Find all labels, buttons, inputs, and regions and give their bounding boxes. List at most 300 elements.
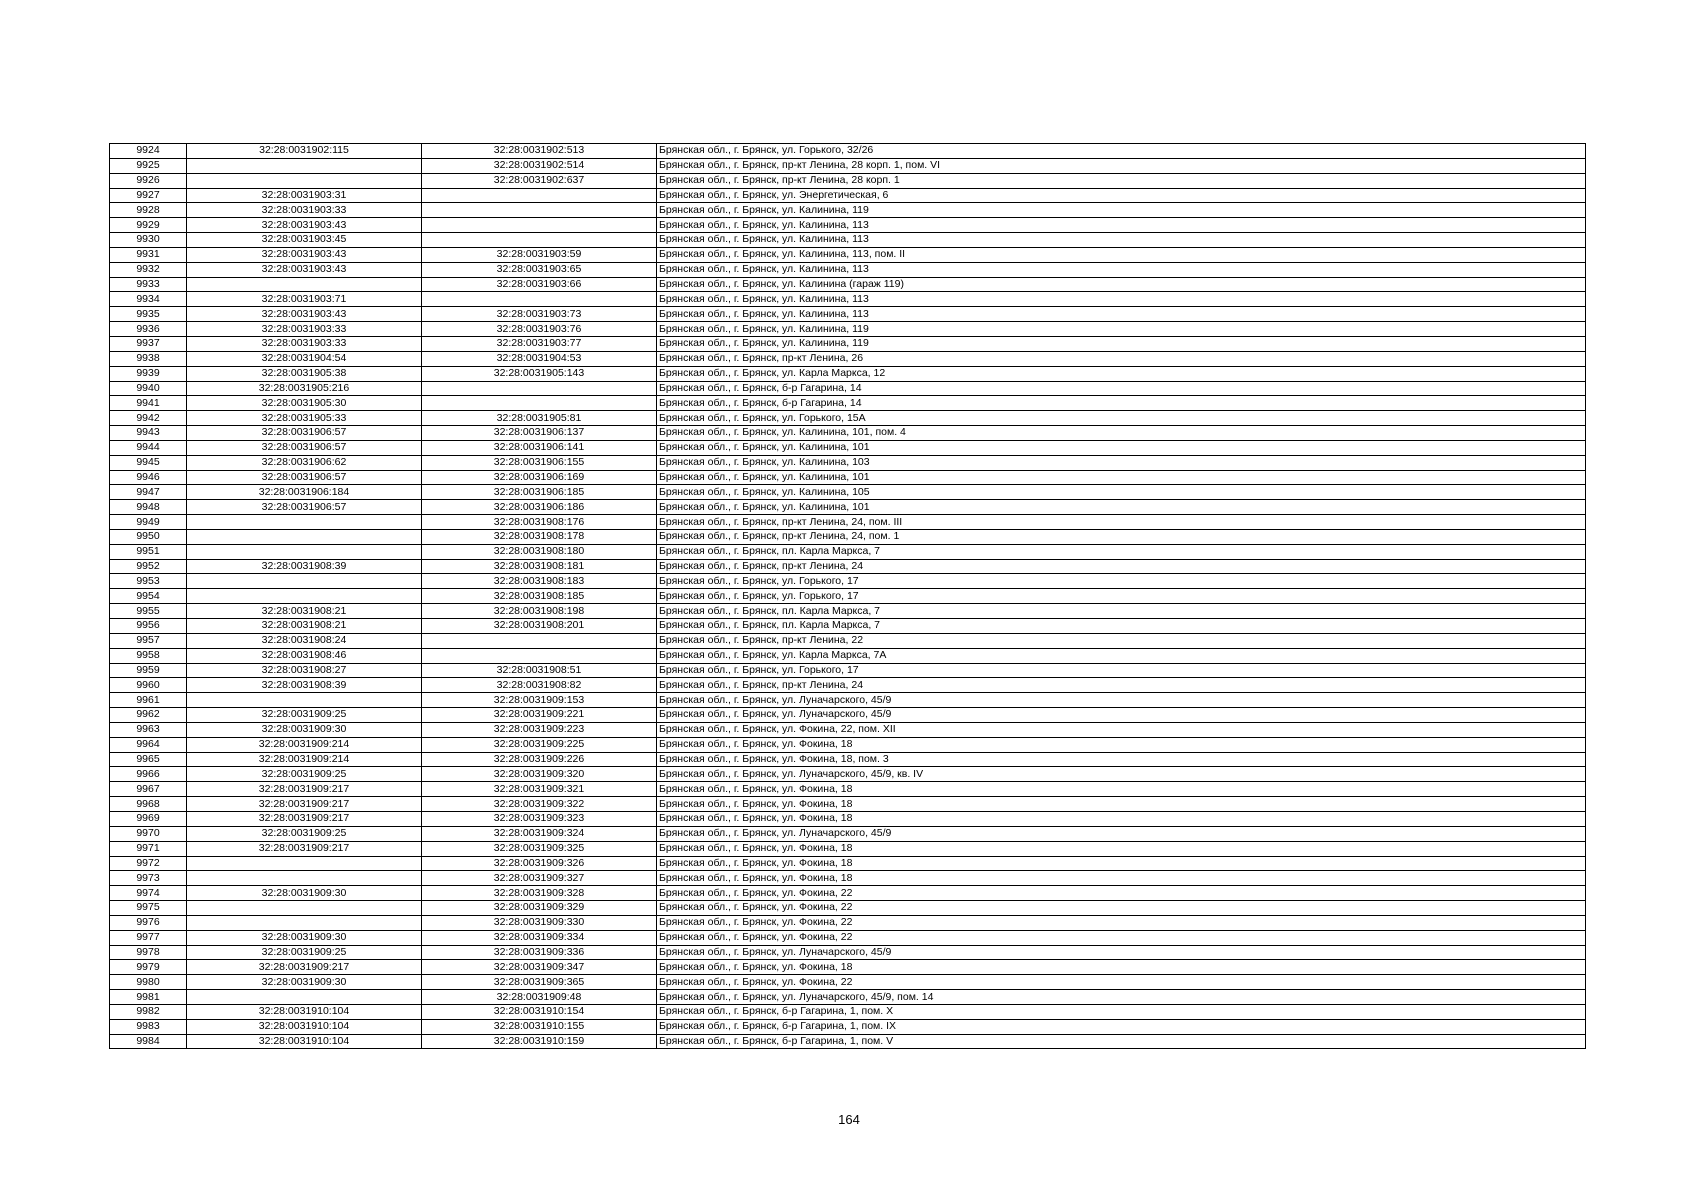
address-cell: Брянская обл., г. Брянск, ул. Фокина, 18 xyxy=(657,737,1586,752)
cadastral-number-cell: 32:28:0031909:330 xyxy=(422,915,657,930)
parent-cadastral-number-cell: 32:28:0031909:217 xyxy=(187,811,422,826)
address-cell: Брянская обл., г. Брянск, ул. Фокина, 22 xyxy=(657,915,1586,930)
parent-cadastral-number-cell: 32:28:0031903:43 xyxy=(187,247,422,262)
cadastral-number-cell: 32:28:0031903:77 xyxy=(422,336,657,351)
address-cell: Брянская обл., г. Брянск, ул. Калинина, 101 xyxy=(657,470,1586,485)
table-row xyxy=(110,485,1586,500)
row-number-cell: 9950 xyxy=(110,529,187,544)
address-cell: Брянская обл., г. Брянск, ул. Луначарского, 45/9 xyxy=(657,945,1586,960)
cadastral-number-cell xyxy=(422,292,657,307)
table-row xyxy=(110,752,1586,767)
row-number-cell: 9961 xyxy=(110,693,187,708)
table-row xyxy=(110,886,1586,901)
parent-cadastral-number-cell xyxy=(187,173,422,188)
row-number-cell: 9935 xyxy=(110,307,187,322)
table-row xyxy=(110,470,1586,485)
address-cell: Брянская обл., г. Брянск, ул. Горького, 17 xyxy=(657,589,1586,604)
parent-cadastral-number-cell xyxy=(187,990,422,1005)
row-number-cell: 9959 xyxy=(110,663,187,678)
row-number-cell: 9960 xyxy=(110,678,187,693)
table-row xyxy=(110,574,1586,589)
table-row xyxy=(110,515,1586,530)
row-number-cell: 9965 xyxy=(110,752,187,767)
row-number-cell: 9927 xyxy=(110,188,187,203)
address-cell: Брянская обл., г. Брянск, пр-кт Ленина, 22 xyxy=(657,633,1586,648)
parent-cadastral-number-cell: 32:28:0031909:217 xyxy=(187,782,422,797)
parent-cadastral-number-cell: 32:28:0031910:104 xyxy=(187,1004,422,1019)
table-row xyxy=(110,693,1586,708)
parent-cadastral-number-cell: 32:28:0031908:21 xyxy=(187,619,422,634)
parent-cadastral-number-cell: 32:28:0031905:38 xyxy=(187,366,422,381)
row-number-cell: 9947 xyxy=(110,485,187,500)
address-cell: Брянская обл., г. Брянск, ул. Энергетическая, 6 xyxy=(657,188,1586,203)
table-row xyxy=(110,811,1586,826)
address-cell: Брянская обл., г. Брянск, ул. Фокина, 22, пом. XII xyxy=(657,722,1586,737)
row-number-cell: 9975 xyxy=(110,901,187,916)
row-number-cell: 9972 xyxy=(110,856,187,871)
cadastral-number-cell: 32:28:0031909:326 xyxy=(422,856,657,871)
row-number-cell: 9936 xyxy=(110,322,187,337)
table-row xyxy=(110,559,1586,574)
row-number-cell: 9944 xyxy=(110,440,187,455)
address-cell: Брянская обл., г. Брянск, ул. Фокина, 18 xyxy=(657,811,1586,826)
address-cell: Брянская обл., г. Брянск, ул. Калинина (гараж 119) xyxy=(657,277,1586,292)
address-cell: Брянская обл., г. Брянск, ул. Калинина, 101 xyxy=(657,440,1586,455)
row-number-cell: 9974 xyxy=(110,886,187,901)
parent-cadastral-number-cell: 32:28:0031910:104 xyxy=(187,1019,422,1034)
parent-cadastral-number-cell: 32:28:0031903:71 xyxy=(187,292,422,307)
cadastral-number-cell: 32:28:0031909:321 xyxy=(422,782,657,797)
address-cell: Брянская обл., г. Брянск, ул. Калинина, 113 xyxy=(657,292,1586,307)
table-row xyxy=(110,930,1586,945)
table-row xyxy=(110,292,1586,307)
cadastral-number-cell: 32:28:0031903:73 xyxy=(422,307,657,322)
parent-cadastral-number-cell: 32:28:0031908:46 xyxy=(187,648,422,663)
parent-cadastral-number-cell: 32:28:0031903:33 xyxy=(187,322,422,337)
parent-cadastral-number-cell xyxy=(187,693,422,708)
row-number-cell: 9955 xyxy=(110,604,187,619)
table-row xyxy=(110,975,1586,990)
address-cell: Брянская обл., г. Брянск, ул. Карла Маркса, 7А xyxy=(657,648,1586,663)
parent-cadastral-number-cell: 32:28:0031906:184 xyxy=(187,485,422,500)
cadastral-number-cell: 32:28:0031909:334 xyxy=(422,930,657,945)
parent-cadastral-number-cell: 32:28:0031909:217 xyxy=(187,841,422,856)
parent-cadastral-number-cell xyxy=(187,589,422,604)
parent-cadastral-number-cell: 32:28:0031909:214 xyxy=(187,752,422,767)
parent-cadastral-number-cell: 32:28:0031906:57 xyxy=(187,500,422,515)
cadastral-number-cell xyxy=(422,396,657,411)
row-number-cell: 9971 xyxy=(110,841,187,856)
table-row xyxy=(110,1019,1586,1034)
cadastral-number-cell: 32:28:0031909:320 xyxy=(422,767,657,782)
cadastral-number-cell: 32:28:0031908:181 xyxy=(422,559,657,574)
table-row xyxy=(110,366,1586,381)
address-cell: Брянская обл., г. Брянск, ул. Калинина, 101 xyxy=(657,500,1586,515)
cadastral-number-cell: 32:28:0031908:178 xyxy=(422,529,657,544)
cadastral-table xyxy=(109,143,1586,1049)
row-number-cell: 9949 xyxy=(110,515,187,530)
row-number-cell: 9956 xyxy=(110,619,187,634)
parent-cadastral-number-cell xyxy=(187,158,422,173)
table-row xyxy=(110,1004,1586,1019)
cadastral-number-cell: 32:28:0031909:325 xyxy=(422,841,657,856)
parent-cadastral-number-cell xyxy=(187,915,422,930)
table-row xyxy=(110,678,1586,693)
row-number-cell: 9945 xyxy=(110,455,187,470)
cadastral-number-cell: 32:28:0031909:322 xyxy=(422,797,657,812)
cadastral-number-cell: 32:28:0031908:176 xyxy=(422,515,657,530)
row-number-cell: 9963 xyxy=(110,722,187,737)
address-cell: Брянская обл., г. Брянск, ул. Луначарского, 45/9, кв. IV xyxy=(657,767,1586,782)
parent-cadastral-number-cell: 32:28:0031909:217 xyxy=(187,960,422,975)
parent-cadastral-number-cell: 32:28:0031906:57 xyxy=(187,470,422,485)
row-number-cell: 9982 xyxy=(110,1004,187,1019)
table-row xyxy=(110,544,1586,559)
parent-cadastral-number-cell: 32:28:0031903:33 xyxy=(187,203,422,218)
table-row xyxy=(110,648,1586,663)
table-row xyxy=(110,262,1586,277)
address-cell: Брянская обл., г. Брянск, ул. Калинина, 113 xyxy=(657,307,1586,322)
table-row xyxy=(110,960,1586,975)
table-row xyxy=(110,901,1586,916)
row-number-cell: 9954 xyxy=(110,589,187,604)
table-row xyxy=(110,856,1586,871)
table-row xyxy=(110,173,1586,188)
address-cell: Брянская обл., г. Брянск, ул. Фокина, 18 xyxy=(657,782,1586,797)
row-number-cell: 9925 xyxy=(110,158,187,173)
address-cell: Брянская обл., г. Брянск, б-р Гагарина, 1, пом. IX xyxy=(657,1019,1586,1034)
cadastral-number-cell xyxy=(422,188,657,203)
table-row xyxy=(110,871,1586,886)
row-number-cell: 9979 xyxy=(110,960,187,975)
row-number-cell: 9940 xyxy=(110,381,187,396)
cadastral-number-cell: 32:28:0031908:82 xyxy=(422,678,657,693)
row-number-cell: 9928 xyxy=(110,203,187,218)
address-cell: Брянская обл., г. Брянск, ул. Горького, 17 xyxy=(657,663,1586,678)
cadastral-number-cell: 32:28:0031905:81 xyxy=(422,411,657,426)
table-row xyxy=(110,247,1586,262)
parent-cadastral-number-cell: 32:28:0031909:25 xyxy=(187,767,422,782)
address-cell: Брянская обл., г. Брянск, пл. Карла Маркса, 7 xyxy=(657,544,1586,559)
table-row xyxy=(110,767,1586,782)
table-row xyxy=(110,411,1586,426)
row-number-cell: 9968 xyxy=(110,797,187,812)
cadastral-number-cell: 32:28:0031909:324 xyxy=(422,826,657,841)
cadastral-number-cell: 32:28:0031906:185 xyxy=(422,485,657,500)
parent-cadastral-number-cell: 32:28:0031908:24 xyxy=(187,633,422,648)
row-number-cell: 9932 xyxy=(110,262,187,277)
address-cell: Брянская обл., г. Брянск, ул. Горького, 15А xyxy=(657,411,1586,426)
row-number-cell: 9977 xyxy=(110,930,187,945)
parent-cadastral-number-cell xyxy=(187,871,422,886)
parent-cadastral-number-cell: 32:28:0031906:57 xyxy=(187,440,422,455)
address-cell: Брянская обл., г. Брянск, пл. Карла Маркса, 7 xyxy=(657,604,1586,619)
table-row xyxy=(110,351,1586,366)
cadastral-number-cell: 32:28:0031908:180 xyxy=(422,544,657,559)
row-number-cell: 9937 xyxy=(110,336,187,351)
cadastral-number-cell: 32:28:0031909:225 xyxy=(422,737,657,752)
address-cell: Брянская обл., г. Брянск, ул. Калинина, 119 xyxy=(657,203,1586,218)
parent-cadastral-number-cell: 32:28:0031906:62 xyxy=(187,455,422,470)
parent-cadastral-number-cell: 32:28:0031903:43 xyxy=(187,262,422,277)
address-cell: Брянская обл., г. Брянск, ул. Фокина, 18 xyxy=(657,856,1586,871)
address-cell: Брянская обл., г. Брянск, пр-кт Ленина, 28 корп. 1, пом. VI xyxy=(657,158,1586,173)
cadastral-number-cell: 32:28:0031909:226 xyxy=(422,752,657,767)
address-cell: Брянская обл., г. Брянск, ул. Калинина, 103 xyxy=(657,455,1586,470)
cadastral-number-cell: 32:28:0031905:143 xyxy=(422,366,657,381)
address-cell: Брянская обл., г. Брянск, ул. Фокина, 22 xyxy=(657,975,1586,990)
table-row xyxy=(110,233,1586,248)
row-number-cell: 9926 xyxy=(110,173,187,188)
parent-cadastral-number-cell: 32:28:0031903:45 xyxy=(187,233,422,248)
cadastral-number-cell: 32:28:0031902:637 xyxy=(422,173,657,188)
parent-cadastral-number-cell: 32:28:0031905:30 xyxy=(187,396,422,411)
table-row xyxy=(110,381,1586,396)
parent-cadastral-number-cell xyxy=(187,515,422,530)
table-row xyxy=(110,440,1586,455)
table-row xyxy=(110,841,1586,856)
parent-cadastral-number-cell xyxy=(187,529,422,544)
table-row xyxy=(110,604,1586,619)
row-number-cell: 9942 xyxy=(110,411,187,426)
cadastral-number-cell: 32:28:0031903:59 xyxy=(422,247,657,262)
parent-cadastral-number-cell: 32:28:0031909:25 xyxy=(187,826,422,841)
table-row xyxy=(110,722,1586,737)
row-number-cell: 9969 xyxy=(110,811,187,826)
cadastral-number-cell: 32:28:0031909:365 xyxy=(422,975,657,990)
parent-cadastral-number-cell: 32:28:0031905:216 xyxy=(187,381,422,396)
address-cell: Брянская обл., г. Брянск, ул. Калинина, 113 xyxy=(657,262,1586,277)
table-row xyxy=(110,797,1586,812)
cadastral-number-cell: 32:28:0031909:221 xyxy=(422,708,657,723)
table-row xyxy=(110,500,1586,515)
parent-cadastral-number-cell xyxy=(187,277,422,292)
table-row xyxy=(110,633,1586,648)
table-row xyxy=(110,277,1586,292)
cadastral-number-cell: 32:28:0031909:329 xyxy=(422,901,657,916)
cadastral-number-cell: 32:28:0031910:155 xyxy=(422,1019,657,1034)
cadastral-number-cell: 32:28:0031908:185 xyxy=(422,589,657,604)
address-cell: Брянская обл., г. Брянск, ул. Калинина, 113 xyxy=(657,233,1586,248)
table-row xyxy=(110,322,1586,337)
cadastral-number-cell: 32:28:0031909:336 xyxy=(422,945,657,960)
row-number-cell: 9931 xyxy=(110,247,187,262)
table-row xyxy=(110,990,1586,1005)
address-cell: Брянская обл., г. Брянск, б-р Гагарина, 1, пом. V xyxy=(657,1034,1586,1049)
address-cell: Брянская обл., г. Брянск, ул. Фокина, 18 xyxy=(657,960,1586,975)
address-cell: Брянская обл., г. Брянск, ул. Фокина, 18 xyxy=(657,871,1586,886)
row-number-cell: 9943 xyxy=(110,426,187,441)
cadastral-number-cell xyxy=(422,633,657,648)
table-row xyxy=(110,426,1586,441)
cadastral-number-cell: 32:28:0031909:327 xyxy=(422,871,657,886)
address-cell: Брянская обл., г. Брянск, ул. Горького, 17 xyxy=(657,574,1586,589)
parent-cadastral-number-cell: 32:28:0031909:25 xyxy=(187,945,422,960)
cadastral-number-cell: 32:28:0031908:51 xyxy=(422,663,657,678)
table-row xyxy=(110,307,1586,322)
parent-cadastral-number-cell: 32:28:0031908:21 xyxy=(187,604,422,619)
row-number-cell: 9978 xyxy=(110,945,187,960)
address-cell: Брянская обл., г. Брянск, б-р Гагарина, 14 xyxy=(657,381,1586,396)
address-cell: Брянская обл., г. Брянск, пр-кт Ленина, 26 xyxy=(657,351,1586,366)
parent-cadastral-number-cell xyxy=(187,856,422,871)
row-number-cell: 9973 xyxy=(110,871,187,886)
table-body xyxy=(110,144,1586,1049)
row-number-cell: 9939 xyxy=(110,366,187,381)
address-cell: Брянская обл., г. Брянск, б-р Гагарина, 14 xyxy=(657,396,1586,411)
parent-cadastral-number-cell: 32:28:0031909:30 xyxy=(187,886,422,901)
cadastral-number-cell: 32:28:0031908:198 xyxy=(422,604,657,619)
parent-cadastral-number-cell: 32:28:0031909:217 xyxy=(187,797,422,812)
cadastral-number-cell: 32:28:0031909:323 xyxy=(422,811,657,826)
row-number-cell: 9929 xyxy=(110,218,187,233)
row-number-cell: 9938 xyxy=(110,351,187,366)
row-number-cell: 9966 xyxy=(110,767,187,782)
table-row xyxy=(110,529,1586,544)
parent-cadastral-number-cell: 32:28:0031909:25 xyxy=(187,708,422,723)
address-cell: Брянская обл., г. Брянск, пр-кт Ленина, 24 xyxy=(657,678,1586,693)
row-number-cell: 9951 xyxy=(110,544,187,559)
parent-cadastral-number-cell: 32:28:0031905:33 xyxy=(187,411,422,426)
address-cell: Брянская обл., г. Брянск, ул. Фокина, 22 xyxy=(657,901,1586,916)
cadastral-number-cell: 32:28:0031906:155 xyxy=(422,455,657,470)
address-cell: Брянская обл., г. Брянск, ул. Калинина, 119 xyxy=(657,336,1586,351)
cadastral-number-cell: 32:28:0031906:141 xyxy=(422,440,657,455)
table-row xyxy=(110,203,1586,218)
row-number-cell: 9930 xyxy=(110,233,187,248)
parent-cadastral-number-cell: 32:28:0031903:33 xyxy=(187,336,422,351)
cadastral-number-cell: 32:28:0031903:65 xyxy=(422,262,657,277)
address-cell: Брянская обл., г. Брянск, ул. Калинина, 119 xyxy=(657,322,1586,337)
row-number-cell: 9970 xyxy=(110,826,187,841)
parent-cadastral-number-cell: 32:28:0031910:104 xyxy=(187,1034,422,1049)
row-number-cell: 9952 xyxy=(110,559,187,574)
cadastral-number-cell: 32:28:0031908:183 xyxy=(422,574,657,589)
parent-cadastral-number-cell: 32:28:0031908:39 xyxy=(187,678,422,693)
cadastral-number-cell: 32:28:0031909:153 xyxy=(422,693,657,708)
cadastral-number-cell: 32:28:0031909:48 xyxy=(422,990,657,1005)
table-row xyxy=(110,218,1586,233)
table-row xyxy=(110,336,1586,351)
cadastral-number-cell xyxy=(422,233,657,248)
table-row xyxy=(110,144,1586,159)
row-number-cell: 9967 xyxy=(110,782,187,797)
cadastral-number-cell: 32:28:0031903:76 xyxy=(422,322,657,337)
parent-cadastral-number-cell: 32:28:0031909:30 xyxy=(187,975,422,990)
row-number-cell: 9980 xyxy=(110,975,187,990)
address-cell: Брянская обл., г. Брянск, пр-кт Ленина, 24, пом. 1 xyxy=(657,529,1586,544)
table-row xyxy=(110,737,1586,752)
cadastral-number-cell: 32:28:0031909:223 xyxy=(422,722,657,737)
cadastral-number-cell: 32:28:0031910:154 xyxy=(422,1004,657,1019)
parent-cadastral-number-cell: 32:28:0031902:115 xyxy=(187,144,422,159)
parent-cadastral-number-cell xyxy=(187,544,422,559)
address-cell: Брянская обл., г. Брянск, ул. Карла Маркса, 12 xyxy=(657,366,1586,381)
table-row xyxy=(110,945,1586,960)
row-number-cell: 9953 xyxy=(110,574,187,589)
cadastral-number-cell: 32:28:0031909:347 xyxy=(422,960,657,975)
row-number-cell: 9946 xyxy=(110,470,187,485)
cadastral-number-cell xyxy=(422,648,657,663)
address-cell: Брянская обл., г. Брянск, ул. Луначарского, 45/9 xyxy=(657,708,1586,723)
cadastral-number-cell: 32:28:0031908:201 xyxy=(422,619,657,634)
cadastral-number-cell: 32:28:0031906:169 xyxy=(422,470,657,485)
cadastral-number-cell: 32:28:0031906:137 xyxy=(422,426,657,441)
parent-cadastral-number-cell: 32:28:0031908:39 xyxy=(187,559,422,574)
table-row xyxy=(110,188,1586,203)
row-number-cell: 9983 xyxy=(110,1019,187,1034)
address-cell: Брянская обл., г. Брянск, ул. Луначарского, 45/9 xyxy=(657,693,1586,708)
address-cell: Брянская обл., г. Брянск, пр-кт Ленина, 24 xyxy=(657,559,1586,574)
table-row xyxy=(110,158,1586,173)
address-cell: Брянская обл., г. Брянск, ул. Калинина, 113 xyxy=(657,218,1586,233)
parent-cadastral-number-cell: 32:28:0031903:31 xyxy=(187,188,422,203)
parent-cadastral-number-cell xyxy=(187,901,422,916)
table-row xyxy=(110,589,1586,604)
table-row xyxy=(110,915,1586,930)
table-row xyxy=(110,663,1586,678)
cadastral-number-cell: 32:28:0031910:159 xyxy=(422,1034,657,1049)
address-cell: Брянская обл., г. Брянск, б-р Гагарина, 1, пом. X xyxy=(657,1004,1586,1019)
cadastral-number-cell: 32:28:0031909:328 xyxy=(422,886,657,901)
address-cell: Брянская обл., г. Брянск, ул. Горького, 32/26 xyxy=(657,144,1586,159)
parent-cadastral-number-cell: 32:28:0031906:57 xyxy=(187,426,422,441)
address-cell: Брянская обл., г. Брянск, ул. Калинина, 101, пом. 4 xyxy=(657,426,1586,441)
parent-cadastral-number-cell: 32:28:0031903:43 xyxy=(187,307,422,322)
row-number-cell: 9981 xyxy=(110,990,187,1005)
cadastral-number-cell xyxy=(422,381,657,396)
row-number-cell: 9924 xyxy=(110,144,187,159)
cadastral-number-cell: 32:28:0031906:186 xyxy=(422,500,657,515)
address-cell: Брянская обл., г. Брянск, пр-кт Ленина, 24, пом. III xyxy=(657,515,1586,530)
address-cell: Брянская обл., г. Брянск, ул. Фокина, 18, пом. 3 xyxy=(657,752,1586,767)
address-cell: Брянская обл., г. Брянск, ул. Фокина, 18 xyxy=(657,841,1586,856)
address-cell: Брянская обл., г. Брянск, ул. Луначарского, 45/9, пом. 14 xyxy=(657,990,1586,1005)
row-number-cell: 9948 xyxy=(110,500,187,515)
table-row xyxy=(110,1034,1586,1049)
row-number-cell: 9962 xyxy=(110,708,187,723)
table-row xyxy=(110,455,1586,470)
cadastral-number-cell xyxy=(422,203,657,218)
address-cell: Брянская обл., г. Брянск, ул. Калинина, 113, пом. II xyxy=(657,247,1586,262)
row-number-cell: 9976 xyxy=(110,915,187,930)
parent-cadastral-number-cell: 32:28:0031909:30 xyxy=(187,930,422,945)
cadastral-number-cell: 32:28:0031904:53 xyxy=(422,351,657,366)
cadastral-number-cell: 32:28:0031903:66 xyxy=(422,277,657,292)
parent-cadastral-number-cell: 32:28:0031904:54 xyxy=(187,351,422,366)
cadastral-number-cell: 32:28:0031902:514 xyxy=(422,158,657,173)
address-cell: Брянская обл., г. Брянск, ул. Фокина, 22 xyxy=(657,930,1586,945)
address-cell: Брянская обл., г. Брянск, ул. Луначарского, 45/9 xyxy=(657,826,1586,841)
table-row xyxy=(110,396,1586,411)
cadastral-number-cell: 32:28:0031902:513 xyxy=(422,144,657,159)
row-number-cell: 9984 xyxy=(110,1034,187,1049)
row-number-cell: 9964 xyxy=(110,737,187,752)
row-number-cell: 9941 xyxy=(110,396,187,411)
row-number-cell: 9933 xyxy=(110,277,187,292)
address-cell: Брянская обл., г. Брянск, пр-кт Ленина, 28 корп. 1 xyxy=(657,173,1586,188)
row-number-cell: 9934 xyxy=(110,292,187,307)
page-number: 164 xyxy=(838,1112,860,1127)
row-number-cell: 9957 xyxy=(110,633,187,648)
table-row xyxy=(110,826,1586,841)
address-cell: Брянская обл., г. Брянск, пл. Карла Маркса, 7 xyxy=(657,619,1586,634)
parent-cadastral-number-cell: 32:28:0031909:30 xyxy=(187,722,422,737)
parent-cadastral-number-cell: 32:28:0031909:214 xyxy=(187,737,422,752)
cadastral-number-cell xyxy=(422,218,657,233)
parent-cadastral-number-cell xyxy=(187,574,422,589)
table-row xyxy=(110,782,1586,797)
